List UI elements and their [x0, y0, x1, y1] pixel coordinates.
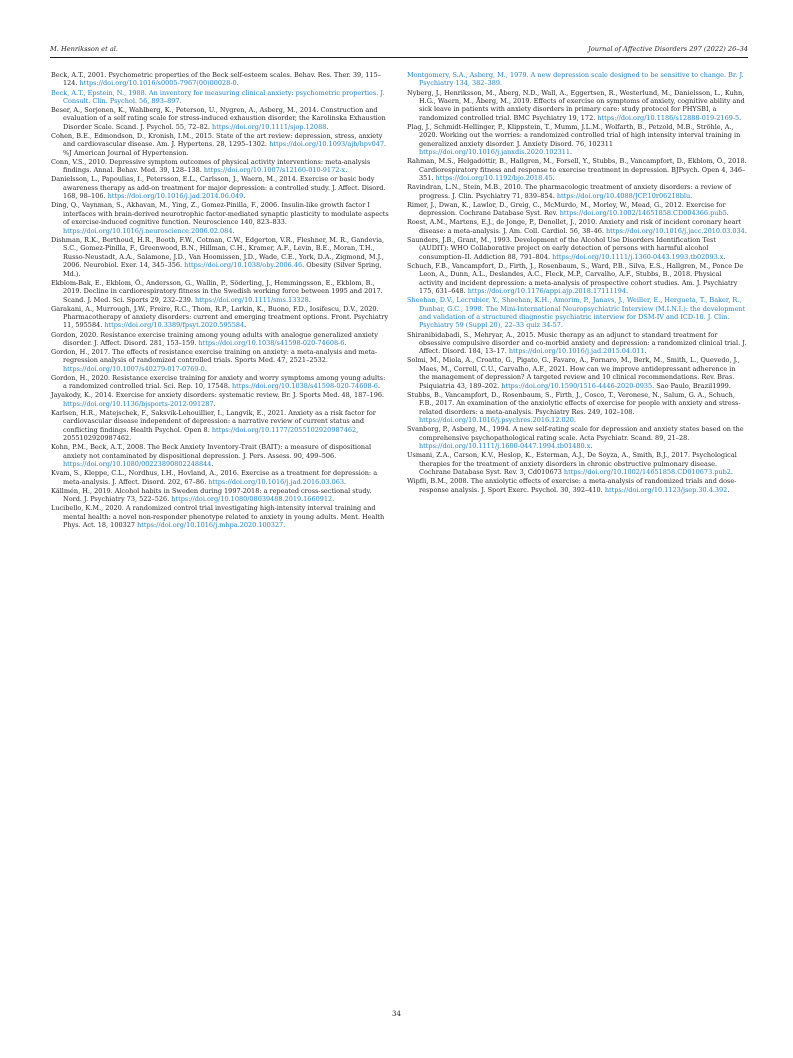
reference-entry [51, 279, 391, 304]
reference-entry [407, 89, 747, 123]
reference-tail: . Obesity (Silver Spring, Md.). [63, 261, 382, 278]
doi-link[interactable]: https://doi.org/10.1186/s12888-019-2169-5 [597, 113, 740, 122]
reference-entry [51, 487, 391, 504]
reference-text: Gordon, H., 2020. Resistance exercise training for anxiety and worry symptoms among young adults: a randomized controlled trial. Sci. Rep. 10, 17548. [51, 373, 386, 391]
doi-link[interactable]: https://doi.org/10.1016/j.jacc.2010.03.034 [606, 226, 745, 235]
reference-entry [51, 443, 391, 468]
doi-link[interactable]: https://doi.org/10.1177/2055102920987462 [211, 425, 357, 434]
reference-entry [407, 201, 747, 218]
reference-entry [51, 409, 391, 443]
doi-link[interactable]: https://doi.org/10.1038/s41598-020-74608-6 [198, 338, 345, 347]
reference-text: Cohen, B.E., Edmondson, D., Kronish, I.M., 2015. State of the art review: depression, stress, anxiety and cardiovascular disease. Am. J. Hypertens. 28, 1295–1302. [51, 131, 383, 149]
doi-link[interactable]: https://doi.org/10.1590/1516-4446-2020-0935 [501, 381, 653, 390]
reference-entry [407, 425, 747, 450]
reference-entry [407, 157, 747, 182]
doi-link[interactable]: https://doi.org/10.1038/oby.2006.46 [184, 261, 303, 270]
reference-text: Beck, A.T., 2001. Psychometric properties of the Beck self-esteem scales. Behav. Res. Ther. 39, 115–124. [51, 71, 381, 88]
doi-link[interactable]: https://doi.org/10.1080/00223890802248844 [63, 460, 212, 469]
reference-entry [407, 356, 747, 390]
reference-text: Ravindran, L.N., Stein, M.B., 2010. The pharmacologic treatment of anxiety disorders: a review of progress. J. Clin. Psychiatry 71, 839–854. [407, 183, 732, 200]
reference-text: Montgomery, S.A., Asberg, M., 1979. A new depression scale designed to be sensitive to change. Br. J. Psychiatry 134, 382–389. [407, 71, 744, 88]
reference-text: Roest, A.M., Martens, E.J., de Jonge, P., Denollet, J., 2010. Anxiety and risk of incident coronary heart disease: a meta-analysis. J. Am. Coll. Cardiol. 56, 38–46. [407, 218, 742, 235]
reference-tail: . [232, 226, 235, 235]
doi-link[interactable]: https://doi.org/10.1002/14651858.CD004366.pub5 [559, 209, 727, 218]
reference-text: Garakani, A., Murrough, J.W., Freire, R.C., Thom, R.P., Larkin, K., Buono, F.D., Iosifescu, D.V., 2020. Pharmacotherapy of anxiety disorders: current and emerging treatment options. Front. Psychiatry 11, 595584. [51, 304, 389, 330]
reference-text: Dishman, R.K., Berthoud, H.R., Booth, F.W., Cotman, C.W., Edgerton, V.R., Fleshner, M. R., Gandevia, S.C., Gomez-Pinilla, F., Greenwood, B.N., Hillman, C.H., Kramer, A.F., Levin, B.E., Moran, T.H., Russo-Neustadt, A.A., Salamone, J.D., Van Hoomissen, J.D., Wade, C.E., York, D.A., Zigmond, M.J., 2006. Neurobiol. Exer. 14, 345–356. [51, 235, 385, 270]
reference-tail: . [377, 382, 381, 391]
reference-entry [407, 391, 747, 425]
doi-link[interactable]: https://doi.org/10.1016/j.neuroscience.2006.02.084 [63, 226, 233, 235]
reference-tail: . [690, 191, 693, 200]
reference-entry[interactable] [407, 296, 747, 330]
reference-entry [407, 262, 747, 296]
reference-text: Rahman, M.S., Helgadóttir, B., Hallgren, M., Forsell, Y., Stubbs, B., Vancampfort, D., Ekblom, Ö., 2018. Cardiorespiratory fitness and response to exercise treatment in depression. BJPsych. Open 4, 346–351. [407, 157, 747, 183]
reference-text: Gordon, H., 2017. The effects of resistance exercise training on anxiety: a meta-analysis and meta-regression analysis of randomized controlled trials. Sports Med. 47, 2521–2532. [51, 348, 378, 365]
reference-entry[interactable] [51, 89, 391, 106]
reference-tail: . [570, 148, 573, 157]
reference-entry [51, 236, 391, 278]
reference-text: Nyberg, J., Henriksson, M., Åberg, N.D., Wall, A., Eggertsen, R., Westerlund, M., Danielsson, L., Kuhn, H.G., Waern, M., Åberg, M., 2019. Effects of exercise on symptoms of anxiety, cognitive ability and sick leave in patients with anxiety disorders in primary care: study protocol for PHYSBI, a randomized controlled trial. BMC Psychiatry 19, 172. [407, 88, 745, 122]
reference-entry[interactable] [407, 71, 747, 88]
doi-link[interactable]: https://doi.org/10.1176/appi.ajp.2018.17111194 [467, 287, 627, 296]
reference-entry [51, 331, 391, 348]
reference-tail: . [345, 166, 348, 175]
reference-tail: . [730, 468, 733, 477]
reference-entry [51, 305, 391, 330]
reference-entry [51, 374, 391, 391]
references-section [51, 71, 747, 530]
doi-link[interactable]: https://doi.org/10.1038/s41598-020-74608-6 [231, 382, 378, 391]
reference-tail: . %J American Journal of Hypertension. [63, 140, 387, 157]
reference-text: Usmani, Z.A., Carson, K.V., Heslop, K., Esterman, A.J., De Soyza, A., Smith, B.J., 2017. Psychological therapies for the treatment of anxiety disorders in chronic obstructive pulmonary disease. Cochrane Database Syst. Rev. 3, Cd010673 [407, 451, 737, 477]
reference-entry [407, 218, 747, 235]
reference-text: Stubbs, B., Vancampfort, D., Rosenbaum, S., Firth, J., Cosco, T., Veronese, N., Salum, G. A., Schuch, F.B., 2017. An examination of the anxiolytic effects of exercise for people with anxiety and stress-related disorders: a meta-analysis. Psychiatry Res. 249, 102–108. [407, 390, 741, 416]
doi-link[interactable]: https://doi.org/10.1016/j.jad.2014.06.049 [107, 192, 244, 201]
reference-entry [407, 183, 747, 200]
reference-text: Rimer, J., Dwan, K., Lawlor, D., Greig, C., McMurdo, M., Morley, W., Mead, G., 2012. Exercise for depression. Cochrane Database Syst. Rev. [407, 200, 726, 218]
reference-entry [407, 477, 747, 494]
reference-text: Kohn, P.M., Beck, A.T., 2008. The Beck Anxiety Inventory-Trait (BAIT): a measure of dispositional anxiety not contaminated by dispositional depression. J. Pers. Assess. 90, 499–506. [51, 443, 372, 460]
reference-entry [51, 158, 391, 175]
reference-text: Sheehan, D.V., Lecrubier, Y., Sheehan, K.H., Amorim, P., Janavs, J., Weiller, E., Hergueta, T., Baker, R., Dunbar, G.C., 1998. The Mini-International Neuropsychiatric Interview (M.I.N.I.): the development and validation of a structured diagnostic psychiatric interview for DSM-IV and ICD-10. J. Clin. Psychiatry 59 (Suppl 20), 22–33 quiz 34-57. [407, 296, 746, 330]
reference-tail: . [283, 521, 286, 530]
reference-tail: , 2055102920987462. [63, 425, 359, 443]
reference-entry [51, 132, 391, 157]
reference-entry [407, 123, 747, 157]
doi-link[interactable]: https://doi.org/10.1111/sms.13328 [195, 295, 309, 304]
reference-text: Wipfli, B.M., 2008. The anxiolytic effects of exercise: a meta-analysis of randomized trials and dose-response analysis. J. Sport Exerc. Psychol. 30, 392–410. [407, 477, 737, 494]
doi-link[interactable]: https://doi.org/10.1093/ajh/hpv047 [269, 140, 385, 149]
reference-text: Saunders, J.B., Grant, M., 1993. Development of the Alcohol Use Disorders Identification Test (AUDIT): WHO Collaborative project on early detection of persons with harmful alcohol consumption–II. Addiction 88, 791–804. [407, 235, 717, 261]
reference-text: Jayakody, K., 2014. Exercise for anxiety disorders: systematic review. Br. J. Sports Med. 48, 187–196. [51, 391, 385, 400]
reference-text: Källmén, H., 2019. Alcohol habits in Sweden during 1997-2018: a repeated cross-sectional study. Nord. J. Psychiatry 73, 522–526. [51, 486, 372, 504]
reference-tail: . [308, 295, 311, 304]
reference-tail: . [552, 174, 555, 183]
reference-text: Solmi, M., Miola, A., Croatto, G., Pigato, G., Favaro, A., Fornaro, M., Berk, M., Smith, L., Quevedo, J., Maes, M., Correll, C.U., Carvalho, A.F., 2021. How can we improve antidepressant adherence in the management of depression? A targeted review and 10 clinical recommendations. Rev. Bras. Psiquiatria 43, 189–202. [407, 356, 740, 390]
reference-tail: . [332, 495, 335, 504]
references-right-column [407, 71, 747, 530]
reference-text: Karlsen, H.R., Matejschek, F., Saksvik-Lehouillier, I., Langvik, E., 2021. Anxiety as a risk factor for cardiovascular disease independent of depression: a narrative review of current status and conflicting findings. Health Psychol. Open 8. [51, 408, 376, 434]
doi-link[interactable]: https://doi.org/10.1016/j.mhpa.2020.100327 [137, 521, 284, 530]
references-left-column [51, 71, 391, 530]
reference-tail: . [626, 287, 629, 296]
doi-link[interactable]: https://doi.org/10.4088/JCP.10r06218blu [556, 191, 691, 200]
reference-text: Beser, A., Sorjonen, K., Wahlberg, K., Peterson, U., Nygren, A., Asberg, M., 2014. Construction and evaluation of a self rating scale for stress-induced exhaustion disorder, the Karolinska Exhaustion Disorder Scale. Scand. J. Psychol. 55, 72–82. [51, 106, 386, 131]
reference-tail: . [344, 477, 347, 486]
doi-link[interactable]: https://doi.org/10.1016/s0005-7967(00)00028-0 [79, 79, 237, 88]
reference-tail: . [211, 460, 214, 469]
header-rule [50, 57, 748, 58]
running-header [50, 45, 748, 53]
reference-tail: . [590, 442, 593, 451]
reference-entry [51, 504, 391, 529]
doi-link[interactable]: https://doi.org/10.1080/08039488.2019.1660912 [171, 495, 333, 504]
reference-entry [407, 451, 747, 476]
reference-tail: . [344, 338, 347, 347]
reference-tail: . [744, 226, 747, 235]
reference-text: Conn, V.S., 2010. Depressive symptom outcomes of physical activity interventions: meta-analysis findings. Annal. Behav. Med. 39, 128–138. [51, 157, 371, 175]
doi-link[interactable]: https://doi.org/10.1002/14651858.CD010673.pub2 [563, 468, 731, 477]
reference-tail: . [204, 364, 207, 373]
doi-link[interactable]: https://doi.org/10.1016/j.janxdis.2020.102311 [419, 148, 571, 157]
reference-entry [51, 106, 391, 131]
reference-tail: . [573, 416, 576, 425]
reference-entry [51, 391, 391, 408]
reference-tail: . [236, 79, 239, 88]
reference-text: Gordon, 2020. Resistance exercise training among young adults with analogue generalized anxiety disorder. J. Affect. Disord. 281, 153–159. [51, 330, 378, 347]
reference-tail: . [244, 321, 247, 330]
reference-tail: . [727, 485, 730, 494]
reference-text: Kvam, S., Kleppe, C.L., Nordhus, I.H., Hovland, A., 2016. Exercise as a treatment for depression: a meta-analysis. J. Affect. Disord. 202, 67–86. [51, 469, 378, 486]
doi-link[interactable]: https://doi.org/10.1111/j.1360-0443.1993.tb02093.x [552, 252, 724, 261]
header-journal: Journal of Affective Disorders 297 (2022) 26–34 [588, 45, 748, 53]
header-authors: M. Henriksson et al. [50, 45, 118, 53]
doi-link[interactable]: https://doi.org/10.1016/j.psychres.2016.12.020 [419, 416, 574, 425]
reference-entry [51, 175, 391, 200]
reference-entry [51, 348, 391, 373]
doi-link[interactable]: https://doi.org/10.1192/bjo.2018.45 [435, 174, 553, 183]
reference-tail: . [243, 192, 246, 201]
reference-tail: . [644, 347, 647, 356]
reference-entry [51, 469, 391, 486]
reference-text: Ding, Q., Vaynman, S., Akhavan, M., Ying, Z., Gomez-Pinilla, F., 2006. Insulin-like growth factor I interfaces with brain-derived neurotrophic factor-mediated synaptic plasticity to modulate aspects of exercise-induced cognitive function. Neuroscience 140, 823–833. [51, 201, 389, 227]
doi-link[interactable]: https://doi.org/10.1016/j.jad.2015.04.011 [508, 347, 645, 356]
reference-entry [407, 236, 747, 261]
doi-link[interactable]: https://doi.org/10.1111/sjop.12088 [212, 122, 327, 131]
doi-link[interactable]: https://doi.org/10.1007/s12160-010-9172-x [203, 166, 346, 175]
doi-link[interactable]: https://doi.org/10.1016/j.jad.2016.03.063 [208, 477, 345, 486]
reference-tail: . [739, 113, 742, 122]
reference-entry [407, 331, 747, 356]
reference-entry [51, 71, 391, 88]
doi-link[interactable]: https://doi.org/10.1111/j.1600-0447.1994.tb01480.x [419, 442, 591, 451]
reference-text: Schuch, F.B., Vancampfort, D., Firth, J., Rosenbaum, S., Ward, P.B., Silva, E.S., Hallgren, M., Ponce De Leon, A., Dunn, A.L., Deslandes, A.C., Fleck, M.P., Carvalho, A.F., Stubbs, B., 2018. Physical activity and incident depression: a meta-analysis of prospective cohort studies. Am. J. Psychiatry 175, 631–648. [407, 261, 744, 296]
reference-text: Plag, J., Schmidt-Hellinger, P., Klippstein, T., Mumm, J.L.M., Wolfarth, B., Petzold, M.B., Ströhle, A., 2020. Working out the worries: a randomized controlled trial of high intensity interval training in generalized anxiety disorder. J. Anxiety Disord. 76, 102311 [407, 122, 741, 148]
reference-tail: . [726, 209, 729, 218]
reference-text: Svanborg, P., Asberg, M., 1994. A new self-rating scale for depression and anxiety states based on the comprehensive psychopathological rating scale. Acta Psychiatr. Scand. 89, 21–28. [407, 425, 744, 442]
doi-link[interactable]: https://doi.org/10.1123/jsep.30.4.392 [604, 485, 728, 494]
reference-text: Danielsson, L., Papoulias, I., Petersson, E.L., Carlsson, J., Waern, M., 2014. Exercise or basic body awareness therapy as add-on treatment for major depression: a controlled study. J. Affect. Disord. 168, 98–106. [51, 175, 386, 201]
page-number: 34 [392, 1010, 401, 1018]
reference-text: Ekblom-Bak, E., Ekblom, Ö., Andersson, G., Wallin, P., Söderling, J., Hemmingsson, E., Ekblom, B., 2019. Decline in cardiorespiratory fitness in the Swedish working force between 1995 and 2017. Scand. J. Med. Sci. Sports 29, 232–239. [51, 278, 383, 304]
reference-text: Shiranibidabadi, S., Mehryar, A., 2015. Music therapy as an adjunct to standard treatment for obsessive compulsive disorder and co-morbid anxiety and depression: a randomized clinical trial. J. Affect. Disord. 184, 13–17. [407, 330, 747, 356]
reference-tail: . [326, 122, 329, 131]
reference-tail: . [723, 252, 726, 261]
doi-link[interactable]: https://doi.org/10.1007/s40279-017-0769-0 [63, 364, 205, 373]
doi-link[interactable]: https://doi.org/10.3389/fpsyt.2020.595584 [104, 321, 245, 330]
reference-tail: . Sao Paulo, Brazil1999. [652, 381, 731, 390]
reference-text: Beck, A.T., Epstein, N., 1988. An inventory for measuring clinical anxiety: psychometric properties. J. Consult. Clin. Psychol. 56, 893–897. [51, 88, 385, 105]
doi-link[interactable]: https://doi.org/10.1136/bjsports-2012-091287 [63, 399, 214, 408]
reference-tail: . [213, 399, 216, 408]
reference-entry [51, 201, 391, 235]
reference-text: Lucibello, K.M., 2020. A randomized control trial investigating high-intensity interval training and mental health: a novel non-responder phenotype related to anxiety in young adults. Ment. Health Phys. Act. 18, 100327 [51, 504, 385, 530]
